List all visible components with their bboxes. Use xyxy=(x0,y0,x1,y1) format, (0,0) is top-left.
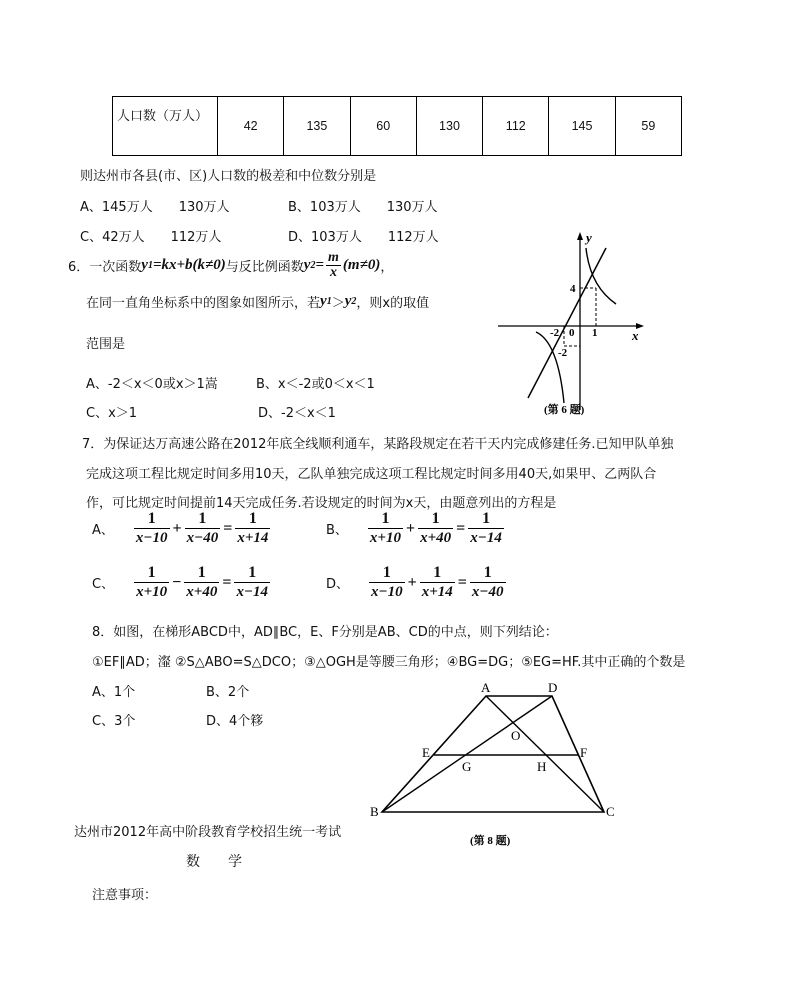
equals-sign: = xyxy=(223,519,233,537)
figure-caption: (第 6 题) xyxy=(544,404,585,416)
table-cell: 60 xyxy=(350,97,416,156)
q6-option-c: C、x＞1 xyxy=(86,406,138,421)
table-cell: 145 xyxy=(549,97,615,156)
axis-x-label: x xyxy=(632,328,639,343)
q6-y1: y xyxy=(141,257,148,273)
q6-stem-line2 xyxy=(86,292,429,311)
q6-frac-den: x xyxy=(329,265,337,280)
numerator: 1 xyxy=(483,564,492,581)
exam-title: 达州市2012年高中阶段教育学校招生统一考试 xyxy=(74,825,342,840)
q6-sub2-b: 2 xyxy=(351,296,357,307)
q7-option-label: B、 xyxy=(326,523,348,538)
hyperbola-branch-q3 xyxy=(536,332,564,403)
q7-option-b xyxy=(326,510,506,547)
q6-stem-line1 xyxy=(68,251,393,280)
q6-figure xyxy=(494,228,648,418)
q7-line3: 作，可比规定时间提前14天完成任务.若设规定的时间为x天，由题意列出的方程是 xyxy=(86,496,557,511)
fraction xyxy=(234,564,270,601)
q6-frac-num: m xyxy=(328,250,339,265)
numerator: 1 xyxy=(433,564,442,581)
trapezoid-abcd xyxy=(382,696,604,812)
q8-option-a: A、1个 xyxy=(92,685,136,700)
q6-fraction xyxy=(326,251,341,280)
denominator: x+40 xyxy=(186,584,218,600)
table-header-cell: 人口数（万人） xyxy=(113,97,218,156)
axis-y-label: y xyxy=(586,230,592,245)
q7-option-c xyxy=(92,564,272,601)
vertex-d: D xyxy=(548,680,558,695)
point-g: G xyxy=(462,759,472,774)
vertex-a: A xyxy=(481,680,491,695)
q7-option-a xyxy=(92,510,272,547)
fraction xyxy=(470,564,506,601)
q6-sub2: 2 xyxy=(310,260,316,271)
denominator: x+10 xyxy=(136,584,168,600)
q6-line2b: ，则x的取值 xyxy=(356,296,430,311)
q6-line2a: 在同一直角坐标系中的图象如图所示，若 xyxy=(86,296,321,311)
point-e: E xyxy=(422,745,430,760)
denominator: x−14 xyxy=(236,584,269,600)
q6-m-cond: (m≠0) xyxy=(342,257,381,273)
fraction xyxy=(184,564,219,601)
point-h: H xyxy=(537,759,547,774)
numerator: 1 xyxy=(381,510,390,527)
population-table xyxy=(112,96,682,156)
denominator: x+40 xyxy=(420,530,452,546)
numerator: 1 xyxy=(482,510,491,527)
fraction xyxy=(369,564,405,601)
operator: + xyxy=(407,573,417,591)
table-row xyxy=(113,97,682,156)
diagonal-bd xyxy=(382,696,552,812)
q8-option-d: D、4个簃 xyxy=(206,714,264,729)
denominator: x−40 xyxy=(186,530,219,546)
point-f: F xyxy=(580,745,588,760)
operator: − xyxy=(172,573,182,591)
q6-y1-b: y xyxy=(320,293,327,309)
q6-option-a: A、-2＜x＜0或x＞1嵩 xyxy=(86,377,218,392)
numerator: 1 xyxy=(382,564,391,581)
numerator: 1 xyxy=(431,510,440,527)
table-cell: 135 xyxy=(284,97,350,156)
q6-gt: ＞ xyxy=(331,296,345,311)
fraction xyxy=(134,564,169,601)
q8-option-c: C、3个 xyxy=(92,714,136,729)
tick-1: 1 xyxy=(592,327,598,339)
q6-option-b: B、x＜-2或0＜x＜1 xyxy=(256,377,375,392)
fraction xyxy=(185,510,221,547)
tick-minus2-y: -2 xyxy=(558,347,568,359)
fraction xyxy=(368,510,403,547)
tick-0: 0 xyxy=(569,327,575,339)
q5-option-b: B、103万人 130万人 xyxy=(288,200,438,215)
figure-caption: (第 8 题) xyxy=(470,835,511,847)
fraction xyxy=(468,510,504,547)
operator: + xyxy=(172,519,182,537)
denominator: x+14 xyxy=(237,530,269,546)
q6-comma: ， xyxy=(380,260,394,275)
denominator: x+10 xyxy=(369,530,401,546)
q6-mid: 与反比例函数 xyxy=(225,260,304,275)
q8-option-b: B、2个 xyxy=(206,685,250,700)
q6-y2-b: y xyxy=(344,293,352,309)
table-cell: 130 xyxy=(416,97,482,156)
numerator: 1 xyxy=(198,510,207,527)
q5-option-c: C、42万人 112万人 xyxy=(80,230,222,245)
q8-line2: ①EF∥AD；瀣 ②S△ABO=S△DCO；③△OGH是等腰三角形；④BG=DG；⑤EG=HF.其中正确的个数是 xyxy=(92,655,686,670)
denominator: x−14 xyxy=(470,530,502,546)
q6-prefix: 6．一次函数 xyxy=(68,260,142,275)
denominator: x−10 xyxy=(135,530,168,546)
subject-title: 数 学 xyxy=(186,854,242,870)
denominator: x−40 xyxy=(471,584,504,600)
fraction xyxy=(134,510,170,547)
fraction xyxy=(235,510,270,547)
q7-line1: 7．为保证达万高速公路在2012年底全线顺利通车，某路段规定在若干天内完成修建任务.已知甲队单独 xyxy=(82,437,674,452)
notes-heading: 注意事项： xyxy=(92,888,158,903)
operator: + xyxy=(405,519,416,537)
vertex-b: B xyxy=(370,804,379,819)
q6-sub1: 1 xyxy=(147,260,153,271)
q5-option-a: A、145万人 130万人 xyxy=(80,200,230,215)
q5-stem: 则达州市各县(市、区)人口数的极差和中位数分别是 xyxy=(80,169,377,184)
equals-sign: = xyxy=(222,573,232,591)
q7-option-d xyxy=(326,564,508,601)
table-cell: 42 xyxy=(218,97,284,156)
point-o: O xyxy=(511,728,521,743)
equals-sign: = xyxy=(456,519,466,537)
q7-option-label: C、 xyxy=(92,577,115,592)
numerator: 1 xyxy=(248,510,257,527)
y-axis-arrow xyxy=(577,232,583,240)
q6-eq1: =kx+b(k≠0) xyxy=(152,257,226,273)
q6-stem-line3: 范围是 xyxy=(86,337,126,352)
q6-option-d: D、-2＜x＜1 xyxy=(258,406,336,421)
numerator: 1 xyxy=(147,510,156,527)
tick-4: 4 xyxy=(570,283,576,295)
q5-option-d: D、103万人 112万人 xyxy=(288,230,439,245)
table-cell: 112 xyxy=(483,97,549,156)
vertex-c: C xyxy=(606,804,615,819)
equals-sign: = xyxy=(457,573,467,591)
numerator: 1 xyxy=(197,564,206,581)
table-cell: 59 xyxy=(615,97,681,156)
fraction xyxy=(420,564,455,601)
numerator: 1 xyxy=(147,564,156,581)
q8-figure xyxy=(368,678,658,858)
q7-option-label: A、 xyxy=(92,523,114,538)
tick-minus2-x: -2 xyxy=(550,327,560,339)
q7-line2: 完成这项工程比规定时间多用10天，乙队单独完成这项工程比规定时间多用40天,如果甲、乙两队合 xyxy=(86,467,657,482)
q6-sub1-b: 1 xyxy=(326,296,332,307)
linear-function-line xyxy=(528,248,606,398)
q6-y2: y xyxy=(303,257,311,273)
denominator: x−10 xyxy=(371,584,403,600)
q7-option-label: D、 xyxy=(326,577,350,592)
q8-line1: 8．如图，在梯形ABCD中，AD∥BC，E、F分别是AB、CD的中点，则下列结论： xyxy=(92,625,558,640)
denominator: x+14 xyxy=(421,584,453,600)
fraction xyxy=(418,510,453,547)
q6-eq-sym: = xyxy=(315,257,325,273)
numerator: 1 xyxy=(248,564,257,581)
